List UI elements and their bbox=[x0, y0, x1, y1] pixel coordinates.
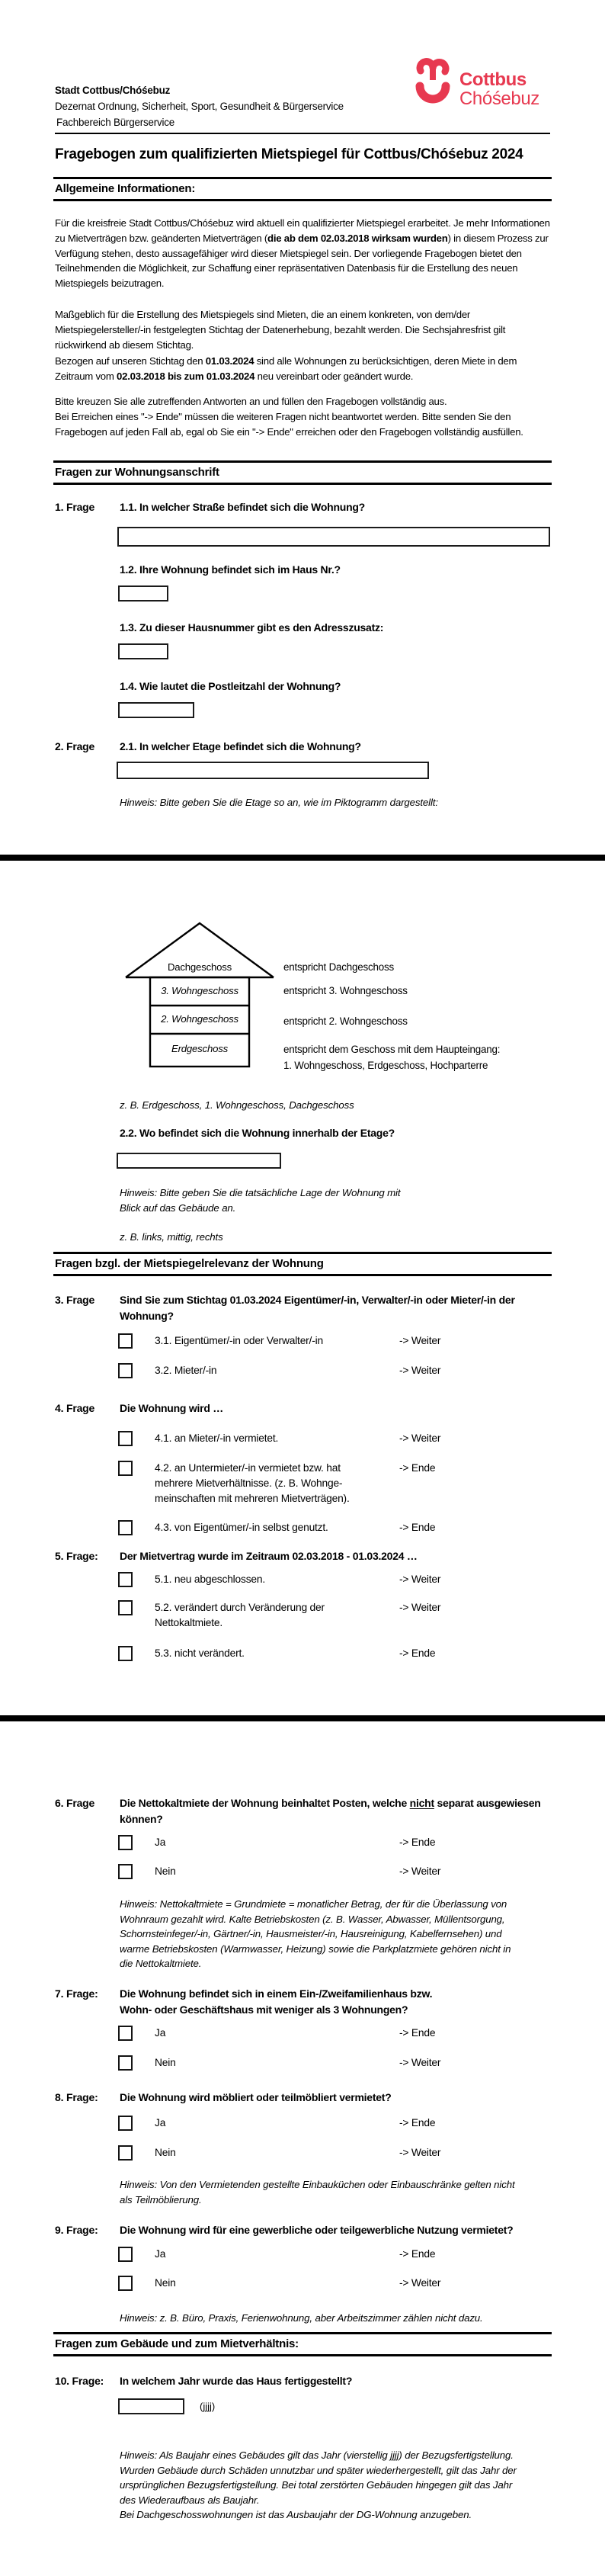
question-1 bbox=[55, 499, 558, 515]
question-8-label: 8. Frage: bbox=[55, 2091, 98, 2103]
option-8-ja bbox=[118, 2115, 556, 2131]
option-6-ja bbox=[118, 1834, 556, 1850]
option-5-3-action: -> Ende bbox=[399, 1647, 436, 1659]
pictogram-legend-roof: entspricht Dachgeschoss bbox=[283, 961, 395, 973]
question-10 bbox=[55, 2373, 558, 2389]
option-5-2-label: 5.2. verändert durch Veränderung der Nettokaltmiete. bbox=[155, 1602, 325, 1628]
question-1-label: 1. Frage bbox=[55, 501, 95, 513]
question-1-3-text: 1.3. Zu dieser Hausnummer gibt es den Adresszusatz: bbox=[120, 621, 384, 634]
question-9-text: Die Wohnung wird für eine gewerbliche oder teilgewerbliche Nutzung vermietet? bbox=[120, 2224, 514, 2236]
question-2-2-text: 2.2. Wo befindet sich die Wohnung innerhalb der Etage? bbox=[120, 1127, 395, 1139]
pictogram-floor-2-label: 2. Wohngeschoss bbox=[161, 1013, 238, 1025]
option-3-2-action: -> Weiter bbox=[399, 1365, 441, 1376]
question-2-1-text: 2.1. In welcher Etage befindet sich die Wohnung? bbox=[120, 740, 361, 752]
org-department: Dezernat Ordnung, Sicherheit, Sport, Gesundheit & Bürgerservice bbox=[55, 101, 344, 112]
option-4-1-action: -> Weiter bbox=[399, 1432, 441, 1444]
section-header-address: Fragen zur Wohnungsanschrift bbox=[53, 460, 552, 485]
option-6-nein bbox=[118, 1863, 556, 1879]
construction-year-input[interactable] bbox=[118, 2398, 184, 2414]
question-7-label: 7. Frage: bbox=[55, 1987, 98, 2000]
section-header-relevance: Fragen bzgl. der Mietspiegelrelevanz der Wohnung bbox=[53, 1252, 552, 1276]
option-6-ja-action: -> Ende bbox=[399, 1837, 436, 1848]
option-8-nein bbox=[118, 2145, 556, 2161]
checkbox-6-ja[interactable] bbox=[118, 1835, 133, 1850]
logo-wordmark-line1: Cottbus bbox=[459, 69, 527, 90]
pictogram-ground-floor-label: Erdgeschoss bbox=[171, 1043, 229, 1054]
option-5-1 bbox=[118, 1571, 556, 1587]
option-9-ja-action: -> Ende bbox=[399, 2248, 436, 2260]
option-9-nein-action: -> Weiter bbox=[399, 2277, 441, 2289]
question-9-label: 9. Frage: bbox=[55, 2224, 98, 2236]
checkbox-8-nein[interactable] bbox=[118, 2145, 133, 2161]
checkbox-3-1[interactable] bbox=[118, 1333, 133, 1349]
question-3 bbox=[55, 1292, 558, 1323]
org-name: Stadt Cottbus/Chóśebuz bbox=[55, 85, 171, 96]
option-9-nein bbox=[118, 2275, 556, 2291]
page-title: Fragebogen zum qualifizierten Mietspiegel für Cottbus/Chóśebuz 2024 bbox=[55, 146, 523, 162]
pictogram-legend-floor-2: entspricht 2. Wohngeschoss bbox=[283, 1015, 408, 1027]
question-2 bbox=[55, 739, 558, 755]
floor-example: z. B. Erdgeschoss, 1. Wohngeschoss, Dachgeschoss bbox=[120, 1099, 354, 1111]
checkbox-4-3[interactable] bbox=[118, 1520, 133, 1535]
option-4-3-label: 4.3. von Eigentümer/-in selbst genutzt. bbox=[155, 1522, 328, 1533]
option-5-1-action: -> Weiter bbox=[399, 1574, 441, 1585]
org-unit: Fachbereich Bürgerservice bbox=[56, 117, 175, 128]
question-4-text: Die Wohnung wird … bbox=[120, 1402, 224, 1414]
postal-code-input[interactable] bbox=[118, 702, 194, 718]
option-8-nein-action: -> Weiter bbox=[399, 2147, 441, 2158]
section-header-building: Fragen zum Gebäude und zum Mietverhältnis: bbox=[53, 2332, 552, 2356]
option-5-3 bbox=[118, 1645, 556, 1661]
position-hint: Hinweis: Bitte geben Sie die tatsächliche Lage der Wohnung mit Blick auf das Gebäude an. bbox=[120, 1187, 401, 1214]
option-4-1-label: 4.1. an Mieter/-in vermietet. bbox=[155, 1432, 279, 1444]
position-example: z. B. links, mittig, rechts bbox=[120, 1231, 223, 1243]
pictogram-floor-3-label: 3. Wohngeschoss bbox=[161, 985, 238, 996]
address-suffix-input[interactable] bbox=[118, 643, 168, 659]
option-4-3 bbox=[118, 1519, 556, 1535]
floor-hint: Hinweis: Bitte geben Sie die Etage so an, wie im Piktogramm dargestellt: bbox=[120, 797, 438, 808]
option-7-ja bbox=[118, 2025, 556, 2041]
pictogram-legend-floor-3: entspricht 3. Wohngeschoss bbox=[283, 985, 408, 996]
checkbox-4-1[interactable] bbox=[118, 1431, 133, 1446]
option-7-nein-action: -> Weiter bbox=[399, 2057, 441, 2068]
option-5-2-action: -> Weiter bbox=[399, 1602, 441, 1613]
city-logo bbox=[415, 58, 539, 111]
question-2-label: 2. Frage bbox=[55, 740, 95, 752]
question-6-text: Die Nettokaltmiete der Wohnung beinhaltet Posten, welche nicht separat ausgewiesen können? bbox=[120, 1797, 541, 1825]
question-1-4-text: 1.4. Wie lautet die Postleitzahl der Wohnung? bbox=[120, 680, 341, 692]
question-7 bbox=[55, 1986, 558, 2017]
checkbox-6-nein[interactable] bbox=[118, 1864, 133, 1879]
section-header-general-info: Allgemeine Informationen: bbox=[53, 177, 552, 201]
question-1-2-text: 1.2. Ihre Wohnung befindet sich im Haus Nr.? bbox=[120, 563, 341, 576]
header-divider bbox=[55, 133, 550, 134]
option-6-nein-label: Nein bbox=[155, 1865, 176, 1877]
question-6-label: 6. Frage bbox=[55, 1797, 95, 1809]
question-4 bbox=[55, 1400, 558, 1416]
option-4-2-action: -> Ende bbox=[399, 1462, 436, 1474]
question-8 bbox=[55, 2090, 558, 2106]
option-4-1 bbox=[118, 1430, 556, 1446]
option-3-1 bbox=[118, 1333, 556, 1349]
nettokaltmiete-hint: Hinweis: Nettokaltmiete = Grundmiete = monatlicher Betrag, der für die Überlassung von Wohnraum gezahlt wird. Kalte Betriebskosten (z. B. Wasser, Abwasser, Müllentsorgung, Schornsteinfeger/-in, Gärtner/-in, Hausmeister/-in, Hausreinigung, Kabelfernsehen) und warme Betriebskosten (Warmwasser, Heizung) sowie die Parkplatzmiete gehören nicht in die Nettokaltmiete. bbox=[120, 1898, 511, 1970]
intro-paragraph-1: Für die kreisfreie Stadt Cottbus/Chóśebuz wird aktuell ein qualifizierter Mietspiegel erarbeitet. Je mehr Informationen zu Mietverträgen bzw. geänderten Mietverträgen (die ab dem 02.03.2018 wirksam wurden) in diesem Prozess zur Verfügung stehen, desto aussagefähiger wird dieser Mietspiegel sein. Der vorliegende Fragebogen bietet den Teilnehmenden die Möglichkeit, zur Schaffung einer repräsentativen Datenbasis für die Erstellung des neuen Mietspiegels beizutragen. bbox=[55, 217, 550, 290]
house-number-input[interactable] bbox=[118, 585, 168, 601]
question-3-text: Sind Sie zum Stichtag 01.03.2024 Eigentümer/-in, Verwalter/-in oder Mieter/-in der Wohnung? bbox=[120, 1294, 515, 1322]
option-8-nein-label: Nein bbox=[155, 2147, 176, 2158]
option-7-ja-action: -> Ende bbox=[399, 2027, 436, 2039]
page-separator-1 bbox=[0, 855, 605, 861]
checkbox-5-1[interactable] bbox=[118, 1572, 133, 1587]
question-8-text: Die Wohnung wird möbliert oder teilmöbliert vermietet? bbox=[120, 2091, 392, 2103]
checkbox-3-2[interactable] bbox=[118, 1363, 133, 1378]
question-5-text: Der Mietvertrag wurde im Zeitraum 02.03.2018 - 01.03.2024 … bbox=[120, 1550, 418, 1562]
question-3-label: 3. Frage bbox=[55, 1294, 95, 1306]
checkbox-5-2[interactable] bbox=[118, 1600, 133, 1615]
checkbox-8-ja[interactable] bbox=[118, 2116, 133, 2131]
option-4-2-label: 4.2. an Untermieter/-in vermietet bzw. hat mehrere Mietverhältnisse. (z. B. Wohnge- meinschaften mit mehreren Mietverträgen). bbox=[155, 1462, 350, 1504]
page-separator-2 bbox=[0, 1715, 605, 1721]
option-3-2 bbox=[118, 1362, 556, 1378]
checkbox-9-ja[interactable] bbox=[118, 2247, 133, 2262]
checkbox-7-ja[interactable] bbox=[118, 2026, 133, 2041]
checkbox-7-nein[interactable] bbox=[118, 2055, 133, 2071]
intro-paragraph-4: Bitte kreuzen Sie alle zutreffenden Antworten an und füllen den Fragebogen vollständig aus. bbox=[55, 396, 447, 407]
question-5-label: 5. Frage: bbox=[55, 1550, 98, 1562]
checkbox-9-nein[interactable] bbox=[118, 2276, 133, 2291]
checkbox-5-3[interactable] bbox=[118, 1646, 133, 1661]
street-input[interactable] bbox=[117, 527, 550, 547]
option-3-2-label: 3.2. Mieter/-in bbox=[155, 1365, 217, 1376]
option-5-3-label: 5.3. nicht verändert. bbox=[155, 1647, 245, 1659]
option-6-ja-label: Ja bbox=[155, 1837, 166, 1848]
option-8-ja-action: -> Ende bbox=[399, 2117, 436, 2128]
option-9-ja-label: Ja bbox=[155, 2248, 166, 2260]
intro-paragraph-2: Maßgeblich für die Erstellung des Mietspiegels sind Mieten, die an einem konkreten, von dem/der Mietspiegelersteller/-in festgelegten Stichtag der Datenerhebung, bezahlt werden. Die Sechsjahresfrist gilt rückwirkend ab diesem Stichtag. bbox=[55, 309, 506, 351]
option-3-1-action: -> Weiter bbox=[399, 1335, 441, 1346]
cottbus-smile-icon bbox=[415, 58, 450, 111]
option-8-ja-label: Ja bbox=[155, 2117, 166, 2128]
question-10-text: In welchem Jahr wurde das Haus fertiggestellt? bbox=[120, 2375, 353, 2387]
option-9-nein-label: Nein bbox=[155, 2277, 176, 2289]
option-7-nein-label: Nein bbox=[155, 2057, 176, 2068]
checkbox-4-2[interactable] bbox=[118, 1461, 133, 1476]
pictogram-legend-ground-2: 1. Wohngeschoss, Erdgeschoss, Hochparterre bbox=[283, 1060, 488, 1071]
intro-paragraph-5: Bei Erreichen eines "-> Ende" müssen die weiteren Fragen nicht beantwortet werden. Bitte senden Sie den Fragebogen auf jeden Fall ab, egal ob Sie ein "-> Ende" erreichen oder den Fragebogen vollständig ausfüllen. bbox=[55, 411, 523, 438]
logo-wordmark-line2: Chóśebuz bbox=[459, 88, 539, 109]
floor-input[interactable] bbox=[117, 762, 429, 779]
option-7-nein bbox=[118, 2055, 556, 2071]
position-in-floor-input[interactable] bbox=[117, 1153, 281, 1169]
question-4-label: 4. Frage bbox=[55, 1402, 95, 1414]
gewerbe-hint: Hinweis: z. B. Büro, Praxis, Ferienwohnung, aber Arbeitszimmer zählen nicht dazu. bbox=[120, 2312, 483, 2324]
year-format-hint: (jjjj) bbox=[200, 2401, 216, 2412]
option-4-3-action: -> Ende bbox=[399, 1522, 436, 1533]
question-10-label: 10. Frage: bbox=[55, 2375, 104, 2387]
question-1-1-text: 1.1. In welcher Straße befindet sich die Wohnung? bbox=[120, 501, 365, 513]
question-7-text: Die Wohnung befindet sich in einem Ein-/Zweifamilienhaus bzw. Wohn- oder Geschäftshaus mit weniger als 3 Wohnungen? bbox=[120, 1987, 433, 2016]
baujahr-hint: Hinweis: Als Baujahr eines Gebäudes gilt das Jahr (vierstellig jjjj) der Bezugsfertigstellung. Wurden Gebäude durch Schäden unnutzbar und später wiederhergestellt, gilt das Jahr der ursprünglichen Bezugsfertigstellung. Bei total zerstörten Gebäuden hingegen gilt das Jahr des Wiederaufbaus als Baujahr. Bei Dachgeschosswohnungen ist das Ausbaujahr der DG-Wohnung anzugeben. bbox=[120, 2449, 517, 2521]
option-5-1-label: 5.1. neu abgeschlossen. bbox=[155, 1574, 265, 1585]
question-9 bbox=[55, 2222, 558, 2238]
option-9-ja bbox=[118, 2246, 556, 2262]
option-7-ja-label: Ja bbox=[155, 2027, 166, 2039]
intro-paragraph-3: Bezogen auf unseren Stichtag den 01.03.2024 sind alle Wohnungen zu berücksichtigen, deren Miete in dem Zeitraum vom 02.03.2018 bis zum 01.03.2024 neu vereinbart oder geändert wurde. bbox=[55, 355, 517, 382]
option-4-2 bbox=[118, 1460, 556, 1506]
question-5 bbox=[55, 1548, 558, 1564]
option-6-nein-action: -> Weiter bbox=[399, 1865, 441, 1877]
option-5-2 bbox=[118, 1599, 556, 1631]
question-6 bbox=[55, 1795, 558, 1827]
option-3-1-label: 3.1. Eigentümer/-in oder Verwalter/-in bbox=[155, 1335, 323, 1346]
moeblierung-hint: Hinweis: Von den Vermietenden gestellte Einbauküchen oder Einbauschränke gelten nicht als Teilmöblierung. bbox=[120, 2179, 515, 2205]
pictogram-roof-label: Dachgeschoss bbox=[167, 961, 232, 973]
pictogram-legend-ground-1: entspricht dem Geschoss mit dem Haupteingang: bbox=[283, 1044, 501, 1055]
